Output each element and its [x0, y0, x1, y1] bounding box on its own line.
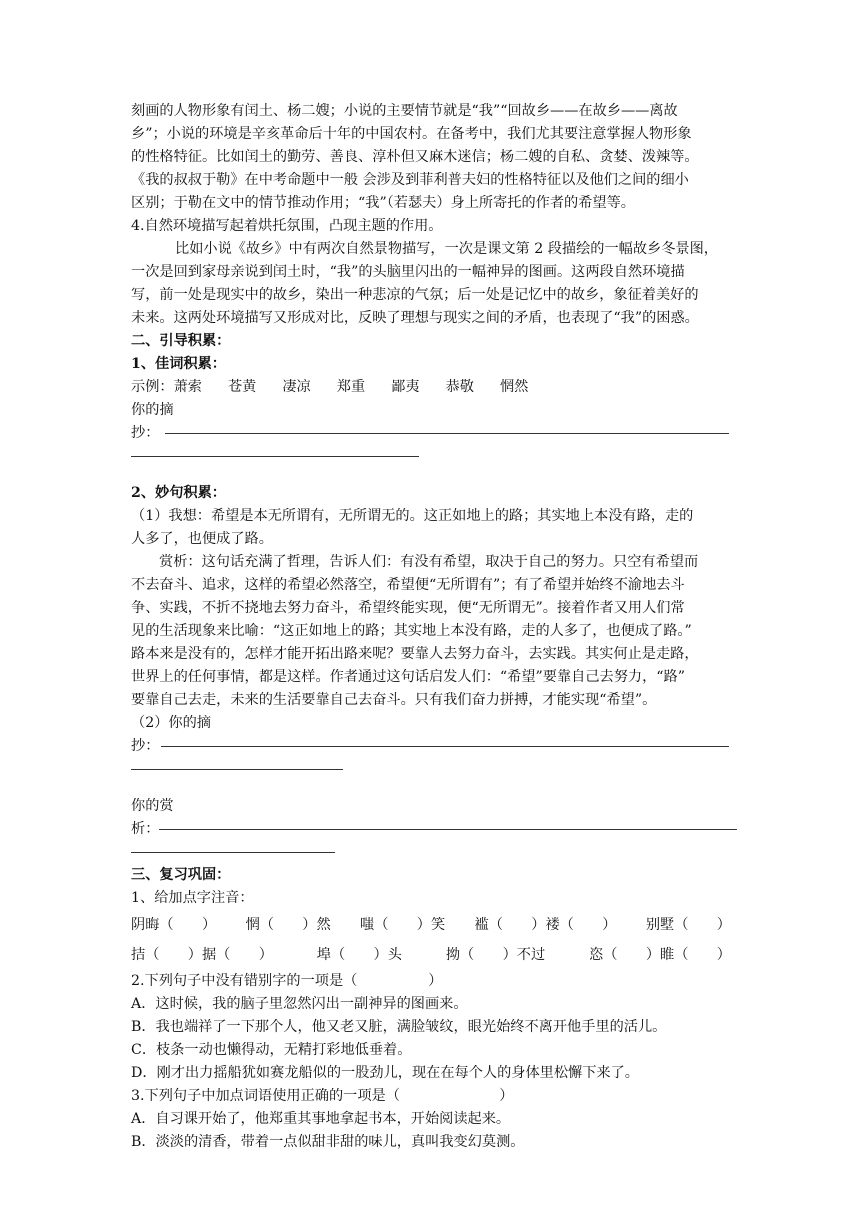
pinyin-row-1: [131, 910, 731, 940]
word: 恭敬: [445, 379, 474, 395]
word: 凄凉: [282, 379, 311, 395]
example-words: [131, 376, 731, 399]
pinyin-item[interactable]: 恣（ ）睢（ ）: [589, 947, 731, 963]
appreciation-blank-continued[interactable]: [131, 851, 335, 853]
question-1: 1、给加点字注音：: [131, 890, 254, 906]
point-4-line: 写，前一处是现实中的故乡，染出一种悲凉的气氛；后一处是记忆中的故乡，象征着美好的: [131, 287, 699, 303]
option-b[interactable]: B．我也端祥了一下那个人，他又老又脏，满脸皱纹，眼光始终不离开他手里的活儿。: [131, 1019, 667, 1035]
pinyin-item[interactable]: 惘（ ）然: [245, 917, 331, 933]
pinyin-item[interactable]: 嗤（ ）笑: [360, 917, 446, 933]
analysis-line: 世界上的任何事情，都是这样。作者通过这句话启发人们：“希望”要靠自己去努力，“路”: [131, 669, 685, 685]
copy-label: 抄：: [131, 425, 160, 441]
question-3: 3.下列句子中加点词语使用正确的一项是（ ）: [131, 1088, 514, 1104]
intro-line: 刻画的人物形象有闰土、杨二嫂；小说的主要情节就是“我”“回故乡——在故乡——离故: [131, 103, 678, 119]
copy-blank[interactable]: [165, 432, 729, 434]
word: 郑重: [336, 379, 366, 395]
quote-line: （1）我想：希望是本无所谓有，无所谓无的。这正如地上的路；其实地上本没有路，走的: [131, 508, 694, 524]
word-accumulation-heading: 1、佳词积累：: [131, 356, 226, 372]
point-4-line: 比如小说《故乡》中有两次自然景物描写，一次是课文第 2 段描绘的一幅故乡冬景图，: [175, 241, 718, 257]
analysis-line: 见的生活现象来比喻：“这正如地上的路；其实地上本没有路，走的人多了，也便成了路。”: [131, 623, 692, 639]
appreciation-blank[interactable]: [159, 828, 737, 830]
intro-line: 《我的叔叔于勒》在中考命题中一般 会涉及到菲利普夫妇的性格特征以及他们之间的细小: [131, 172, 689, 188]
option-a[interactable]: A．自习课开始了，他郑重其事地拿起书本，开始阅读起来。: [131, 1111, 511, 1127]
intro-line: 区别；于勒在文中的情节推动作用；“我”（若瑟夫）身上所寄托的作者的希望等。: [131, 195, 635, 211]
pinyin-item[interactable]: 埠（ ）头: [316, 947, 402, 963]
copy2-blank[interactable]: [161, 745, 729, 747]
analysis-line: 赏析：这句话充满了哲理，告诉人们：有没有希望，取决于自己的努力。只空有希望而: [159, 554, 699, 570]
document-page: [131, 100, 731, 1154]
pinyin-item[interactable]: 阴晦（ ）: [131, 917, 217, 933]
copy-label-line: 你的摘: [131, 402, 174, 418]
copy-fill-line-2: [131, 445, 731, 468]
pinyin-row-2: [131, 940, 731, 970]
section-2-title: 二、引导积累：: [131, 333, 231, 349]
copy2-fill-line-2: [131, 758, 731, 781]
intro-line: 乡”；小说的环境是辛亥革命后十年的中国农村。在备考中，我们尤其要注意掌握人物形象: [131, 126, 692, 142]
analysis-line: 路本来是没有的，怎样才能开拓出路来呢？要靠人去努力奋斗，去实践。其实何止是走路，: [131, 646, 699, 662]
appreciation-fill-line: [131, 818, 731, 841]
copy-fill-line: [131, 422, 731, 445]
word: 鄙夷: [391, 379, 420, 395]
appreciation-fill-line-2: [131, 841, 731, 864]
option-d[interactable]: D．刚才出力摇船犹如赛龙船似的一股劲儿，现在在每个人的身体里松懈下来了。: [131, 1065, 639, 1081]
sentence-accumulation-heading: 2、妙句积累：: [131, 485, 226, 501]
pinyin-item[interactable]: 拮（ ）据（ ）: [131, 947, 273, 963]
option-c[interactable]: C．枝条一动也懒得动，无精打彩地低垂着。: [131, 1042, 412, 1058]
word: 苍黄: [227, 379, 257, 395]
analysis-line: 要靠自己去走，未来的生活要靠自己去奋斗。只有我们奋力拼搏，才能实现“希望”。: [131, 692, 657, 708]
word: 萧索: [173, 379, 202, 395]
copy2-label-line: （2）你的摘: [131, 715, 211, 731]
copy-blank-continued[interactable]: [131, 455, 419, 457]
point-4-heading: 4.自然环境描写起着烘托氛围，凸现主题的作用。: [131, 218, 443, 234]
copy2-label: 抄：: [131, 738, 160, 754]
pinyin-item[interactable]: 褴（ ）褛（ ）: [474, 917, 617, 933]
appreciation-label: 析：: [131, 821, 160, 837]
appreciation-label-line: 你的赏: [131, 798, 174, 814]
intro-line: 的性格特征。比如闰土的勤劳、善良、淳朴但又麻木迷信；杨二嫂的自私、贪婪、泼辣等。: [131, 149, 699, 165]
analysis-line: 争、实践，不折不挠地去努力奋斗，希望终能实现，便“无所谓无”。接着作者又用人们常: [131, 600, 685, 616]
pinyin-item[interactable]: 别墅（ ）: [645, 917, 731, 933]
section-3-title: 三、复习巩固：: [131, 867, 231, 883]
copy2-blank-continued[interactable]: [131, 768, 343, 770]
quote-line: 人多了，也便成了路。: [131, 531, 273, 547]
word: 惘然: [499, 379, 529, 395]
pinyin-item[interactable]: 拗（ ）不过: [445, 947, 546, 963]
option-a[interactable]: A．这时候，我的脑子里忽然闪出一副神异的图画来。: [131, 996, 468, 1012]
option-b[interactable]: B．淡淡的清香，带着一点似甜非甜的味儿，真叫我变幻莫测。: [131, 1134, 525, 1150]
example-label: 示例：: [131, 379, 174, 395]
copy2-fill-line: [131, 735, 731, 758]
analysis-line: 不去奋斗、追求，这样的希望必然落空，希望便“无所谓有”；有了希望并始终不渝地去斗: [131, 577, 685, 593]
point-4-line: 未来。这两处环境描写又形成对比，反映了理想与现实之间的矛盾，也表现了“我”的困惑。: [131, 310, 699, 326]
question-2: 2.下列句子中没有错别字的一项是（ ）: [131, 973, 443, 989]
point-4-line: 一次是回到家母亲说到闰土时，“我”的头脑里闪出的一幅神异的图画。这两段自然环境描: [131, 264, 685, 280]
